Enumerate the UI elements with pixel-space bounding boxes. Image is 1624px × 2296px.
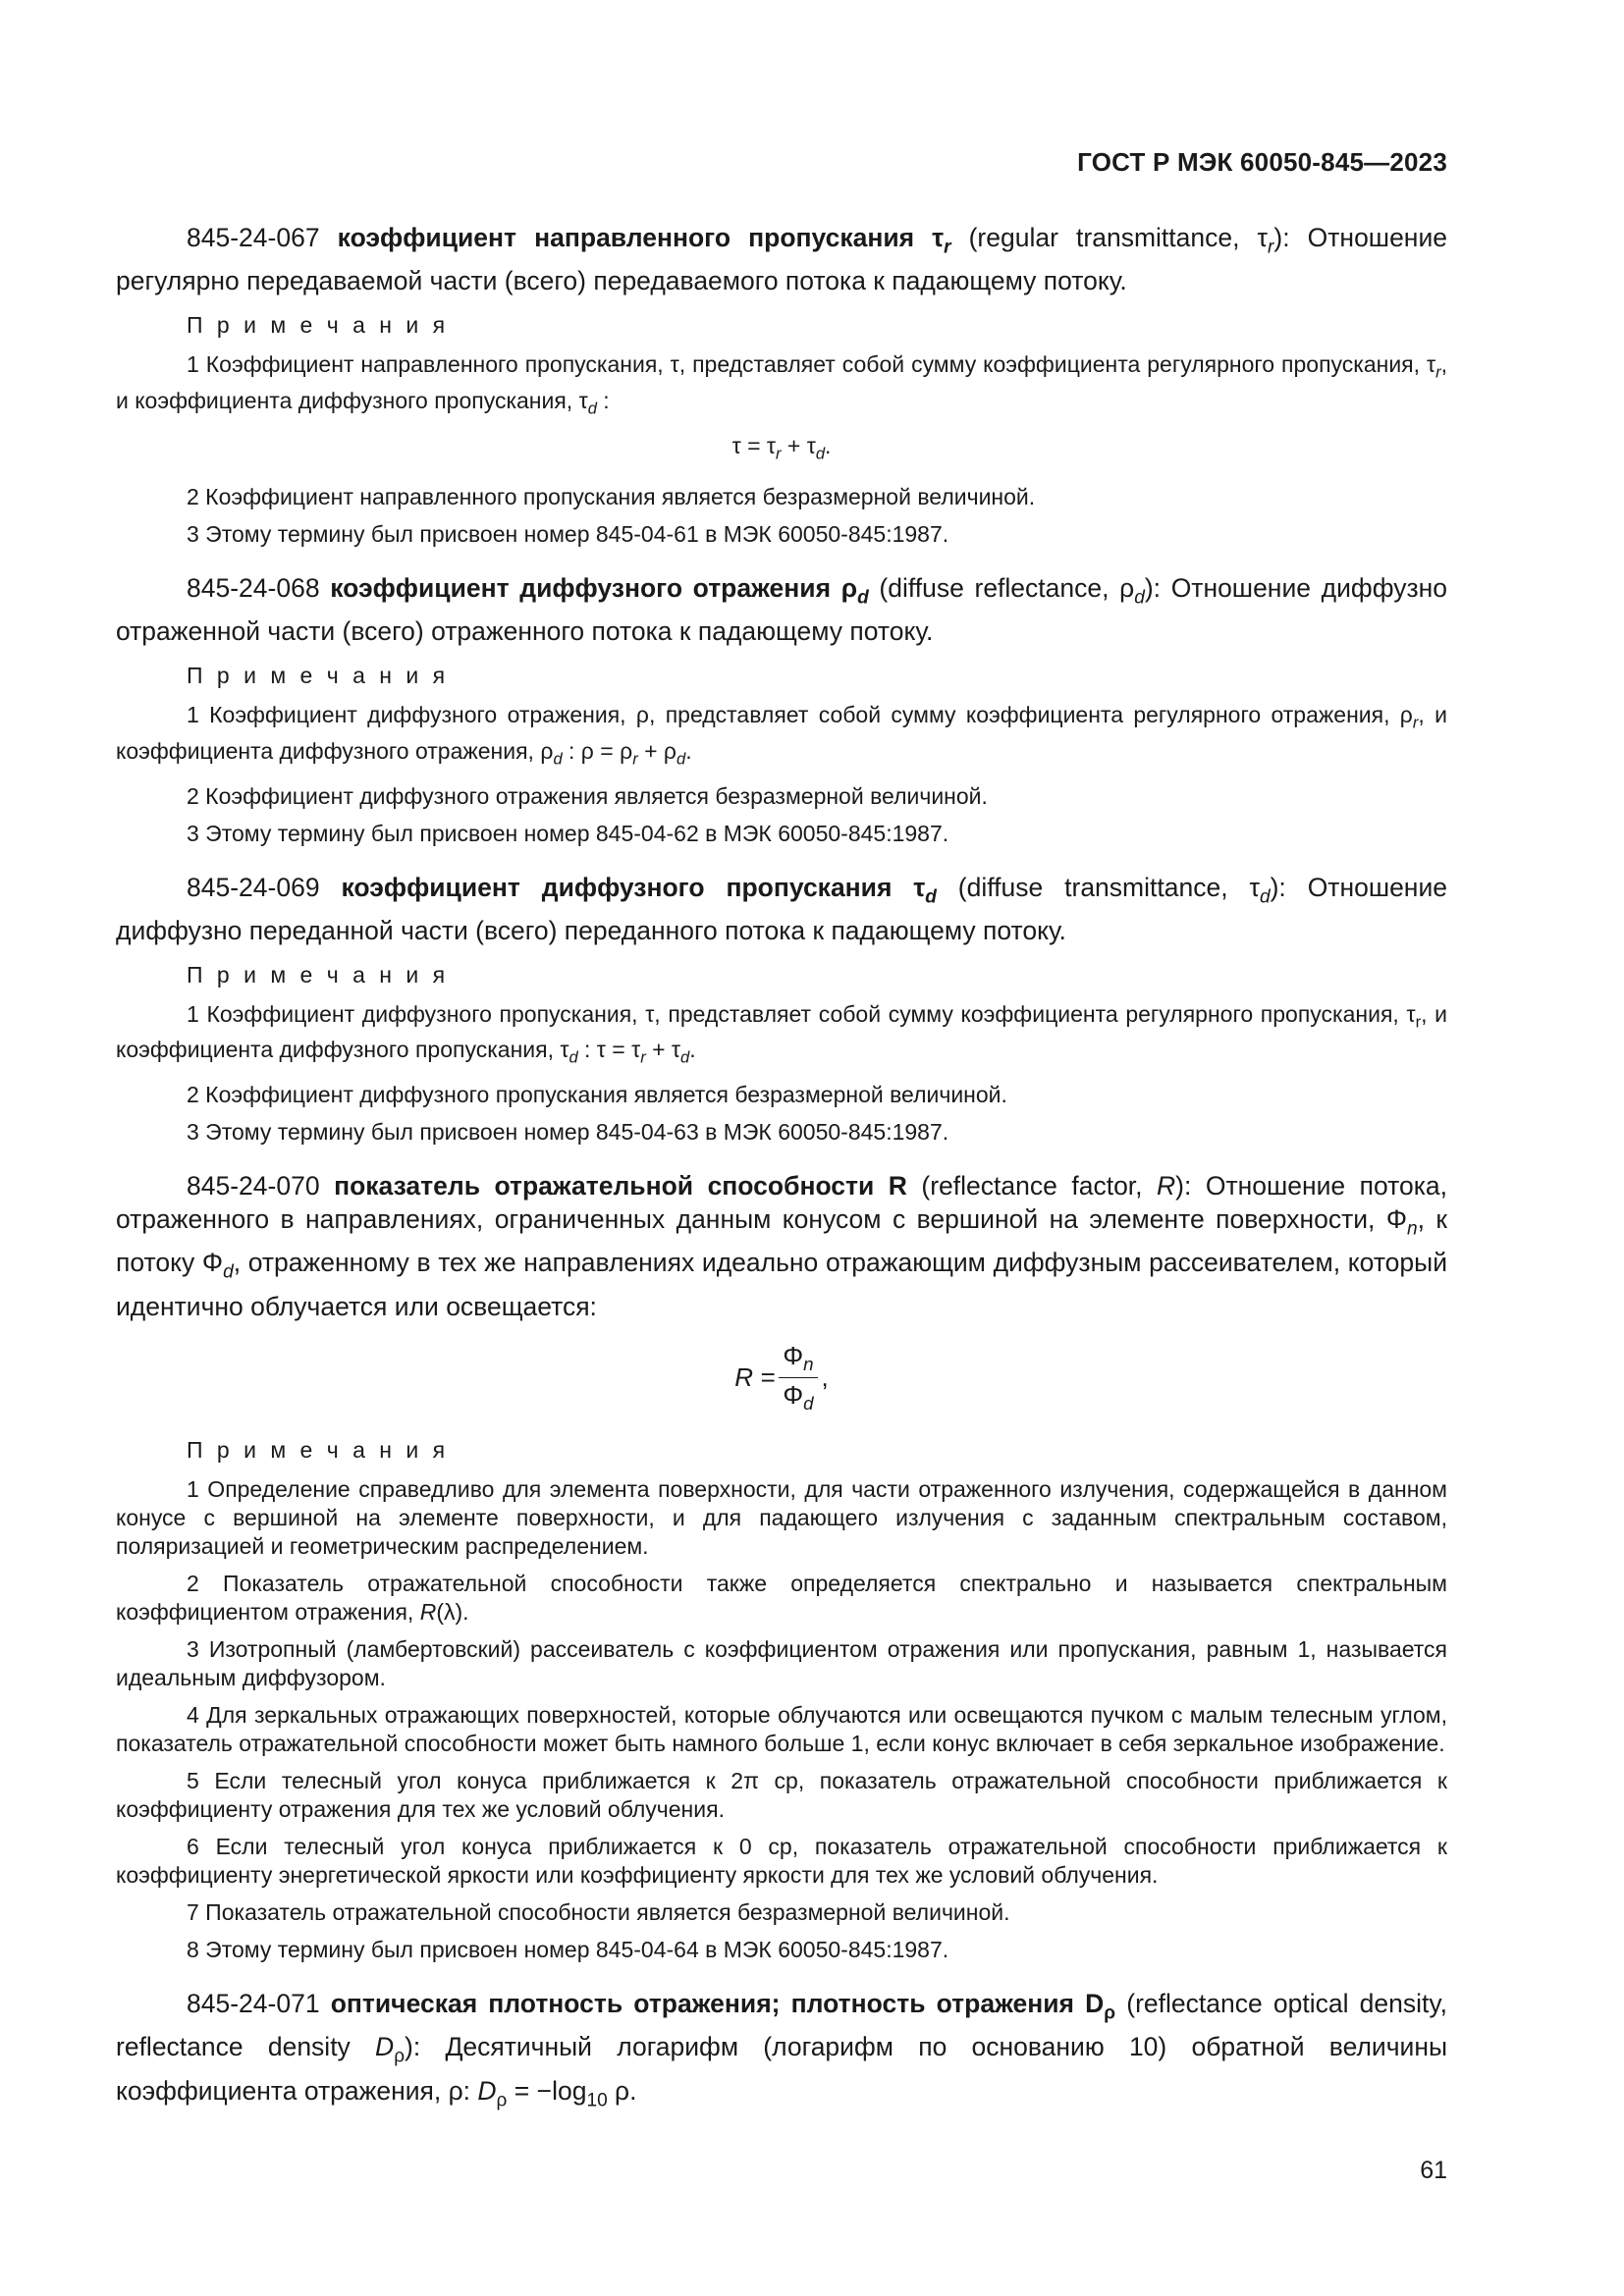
note: 2 Коэффициент диффузного отражения является безразмерной величиной. <box>187 782 988 809</box>
notes-title: П р и м е ч а н и я <box>187 663 450 689</box>
note: 4 Для зеркальных отражающих поверхностей, которые облучаются или освещаются пучком с малым телесным углом, показатель отражательной способности может быть намного больше 1, если конус включает в себя зеркальное изображение. <box>116 1702 1447 1757</box>
notes-title: П р и м е ч а н и я <box>187 961 450 988</box>
term-name: коэффициент направленного пропускания $\tau_r$ <box>337 223 951 258</box>
note: 5 Если телесный угол конуса приближается к 2π ср, показатель отражательной способности приближается к коэффициенту отражения для тех же условий облучения. <box>116 1768 1447 1823</box>
notes-title: П р и м е ч а н и я <box>187 1437 450 1464</box>
note: 6 Если телесный угол конуса приближается к 0 ср, показатель отражательной способности приближается к коэффициенту энергетической яркости или коэффициенту яркости для тех же условий облучения. <box>116 1834 1447 1889</box>
term-name: показатель отражательной способности R <box>334 1171 907 1201</box>
term-name: коэффициент диффузного пропускания $\tau_d$ <box>341 872 937 907</box>
note: 3 Этому термину был присвоен номер 845-04-63 в МЭК 60050-845:1987. <box>187 1119 949 1146</box>
term-number: 845-24-069 <box>187 872 320 902</box>
note: 3 Этому термину был присвоен номер 845-04-61 в МЭК 60050-845:1987. <box>187 521 949 548</box>
term-845-24-071: 845-24-071 оптическая плотность отражения; плотность отражения $D_\rho$ (reflectance optical density, reflectance density $D_\rho$): Десятичный логарифм (логарифм по основанию 10) обратной величины коэффициента отражения, ρ: $D_\rho = -\log_{10}$ ρ. <box>116 1989 1447 2110</box>
term-845-24-067: 845-24-067 коэффициент направленного пропускания $\tau_r$ (regular transmittance, $\tau_r$): Отношение регулярно передаваемой части (всего) передаваемого потока к падающему потоку. <box>116 223 1447 296</box>
notes-title: П р и м е ч а н и я <box>187 312 450 339</box>
term-845-24-068: 845-24-068 коэффициент диффузного отражения $\rho_d$ (diffuse reflectance, $\rho_d$): Отношение диффузно отраженной части (всего) отраженного потока к падающему потоку. <box>116 573 1447 647</box>
note: 3 Изотропный (ламбертовский) рассеиватель с коэффициентом отражения или пропускания, равным 1, называется идеальным диффузором. <box>116 1636 1447 1691</box>
page-number: 61 <box>1420 2157 1447 2184</box>
term-number: 845-24-070 <box>187 1171 320 1201</box>
term-number: 845-24-071 <box>187 1989 320 2019</box>
document-content <box>116 221 1447 2131</box>
term-845-24-070: 845-24-070 показатель отражательной способности R (reflectance factor, R): Отношение потока, отраженного в направлениях, ограниченных данным конусом с вершиной на элементе поверхности, $\Phi_n$, к потоку $\Phi_d$, отраженному в тех же направлениях идеально отражающим диффузным рассеивателем, который идентично облучается или освещается: <box>116 1171 1447 1321</box>
term-name: оптическая плотность отражения; плотность отражения $D_\rho$ <box>330 1989 1116 2024</box>
note: 7 Показатель отражательной способности является безразмерной величиной. <box>187 1899 1010 1926</box>
note: 3 Этому термину был присвоен номер 845-04-62 в МЭК 60050-845:1987. <box>187 820 949 846</box>
note: 2 Коэффициент направленного пропускания является безразмерной величиной. <box>187 484 1036 510</box>
note: 8 Этому термину был присвоен номер 845-04-64 в МЭК 60050-845:1987. <box>187 1937 949 1963</box>
note: 2 Показатель отражательной способности также определяется спектрально и называется спектральным коэффициентом отражения, R(λ). <box>116 1571 1447 1626</box>
note: 1 Коэффициент диффузного отражения, ρ, представляет собой сумму коэффициента регулярного отражения, $\rho_r$, и коэффициента диффузного отражения, $\rho_d$ : $\rho = \rho_r + \rho_d$. <box>116 702 1447 769</box>
term-number: 845-24-068 <box>187 573 320 604</box>
note: 2 Коэффициент диффузного пропускания является безразмерной величиной. <box>187 1082 1007 1108</box>
note: 1 Определение справедливо для элемента поверхности, для части отраженного излучения, содержащейся в данном конусе с вершиной на элементе поверхности, и для падающего излучения с заданным спектральным составом, поляризацией и геометрическим распределением. <box>116 1476 1447 1560</box>
formula: $\tau = \tau_r + \tau_d$. <box>731 433 832 464</box>
document-header: ГОСТ Р МЭК 60050-845—2023 <box>1077 147 1447 177</box>
note: 1 Коэффициент диффузного пропускания, τ, представляет собой сумму коэффициента регулярного пропускания, $\tau_r$, и коэффициента диффузного пропускания, $\tau_d$ : $\tau = \tau_r + \tau_d$. <box>116 1000 1447 1068</box>
note: 1 Коэффициент направленного пропускания, τ, представляет собой сумму коэффициента регулярного пропускания, $\tau_r$, и коэффициента диффузного пропускания, $\tau_d$ : <box>116 351 1447 418</box>
formula-fraction: R = $\frac{\Phi_n}{\Phi_d}$ , <box>734 1340 829 1415</box>
term-number: 845-24-067 <box>187 223 320 252</box>
term-845-24-069: 845-24-069 коэффициент диффузного пропускания $\tau_d$ (diffuse transmittance, $\tau_d$): Отношение диффузно переданной части (всего) переданного потока к падающему потоку. <box>116 872 1447 945</box>
term-name: коэффициент диффузного отражения $\rho_d$ <box>330 573 869 609</box>
